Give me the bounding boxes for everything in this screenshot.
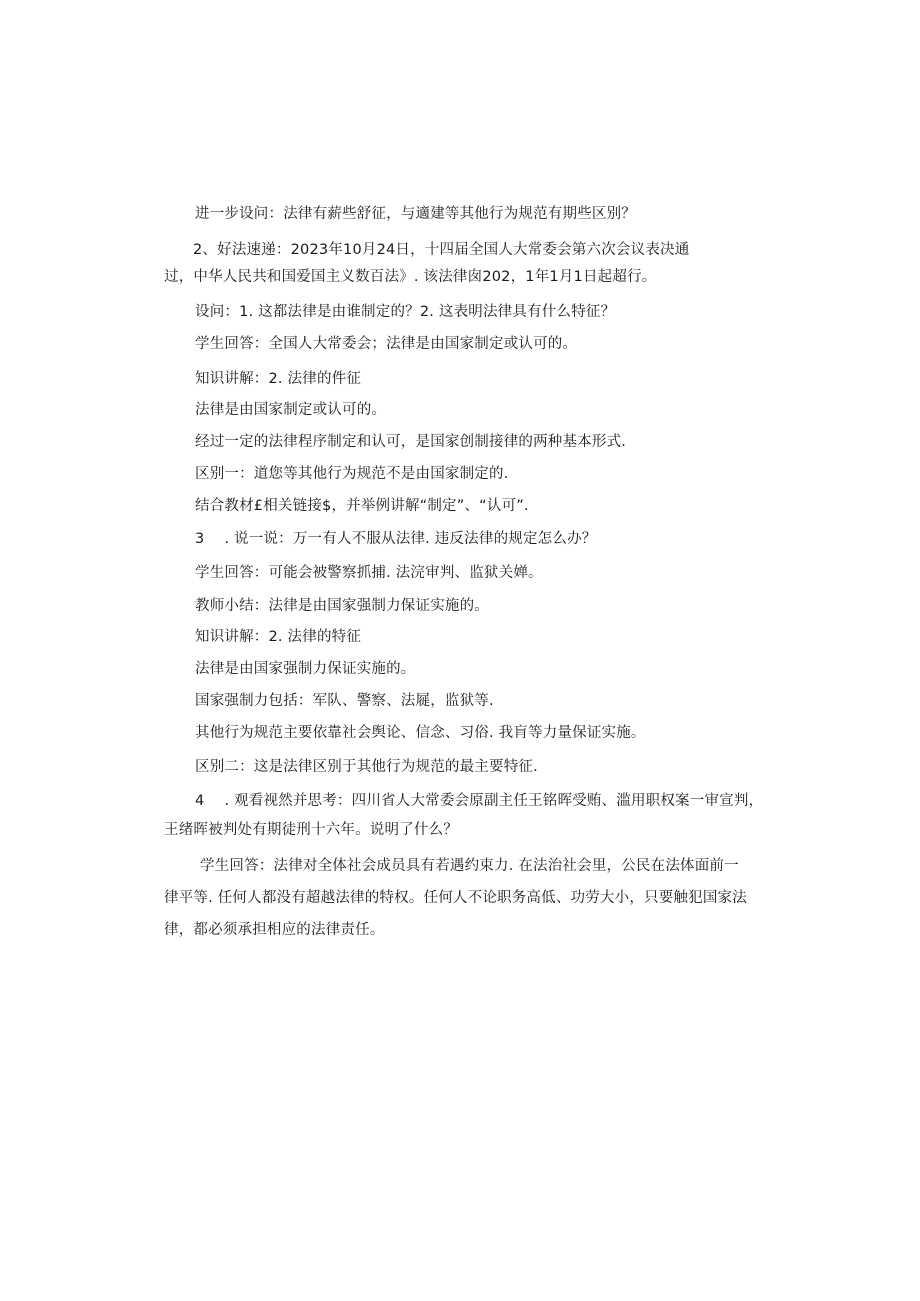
paragraph-legal-procedure: 经过一定的法律程序制定和认可，是国家创制接律的两种基本形式. [195,434,627,450]
paragraph-knowledge-2: 知识讲解：2. 法律的特征 [195,629,362,645]
paragraph-law-news-line-1: 2、好法速递：2023年10月24日，十四届全国人大常委会第六次会议表决通 [193,242,690,258]
paragraph-item-3 [195,529,596,549]
paragraph-question-set: 设问：1. 这都法律是由谁制定的？2. 这表明法律具有什么特征？ [195,304,616,320]
paragraph-further-question: 进一步设问：法律有薪些舒征，与適建等其他行为规范有期些区别？ [195,206,636,222]
paragraph-law-news-line-2: 过，中华人民共和国爱国主义数百法》. 该法律囱202，1年1月1日起超行。 [164,269,657,285]
paragraph-difference-2: 区别二：这是法律区别于其他行为规范的最主要特征. [195,759,538,775]
paragraph-student-answer-3-line-1: 学生回答：法律对全体社会成员具有若遇约束力. 在法治社会里，公民在法体面前一 [200,858,739,874]
paragraph-law-made-by-state: 法律是由国家制定或认可的。 [195,402,387,418]
item-text: . 说一说：万一有人不服从法律. 违反法律的规定怎么办？ [224,531,597,547]
paragraph-item-4-line-1 [195,791,763,811]
paragraph-student-answer-3-line-3: 律，都必须承担相应的法律责任。 [164,922,385,938]
paragraph-other-norms: 其他行为规范主要依靠社会舆论、信念、习俗. 我肓等力量保证实施。 [195,725,646,741]
item-text: . 观看视然并思考：四川省人大常委会原副主任王铭晖受贿、滥用职权案一审宣判， [224,793,764,809]
paragraph-student-answer-2: 学生回答：可能会被警察抓捕. 法浣审判、监狱关婵。 [195,565,543,581]
item-number: 3 [195,531,205,547]
paragraph-textbook-link: 结合教材£相关链接$，并举例讲解“制定”、“认可”. [195,498,529,514]
paragraph-state-coercion: 法律是由国家强制力保证实施的。 [195,661,416,677]
paragraph-difference-1: 区别一：道您等其他行为规范不是由国家制定的. [195,466,509,482]
paragraph-coercive-force: 国家强制力包括：军队、警察、法屣，监狱等. [195,693,494,709]
paragraph-student-answer-1: 学生回答：全国人大常委会；法律是由国家制定或认可的。 [195,336,578,352]
paragraph-knowledge-1: 知识讲解：2. 法律的件征 [195,371,362,387]
paragraph-teacher-summary: 教师小结：法律是由国家强制力保证实施的。 [195,598,489,614]
item-number: 4 [195,793,205,809]
paragraph-item-4-line-2: 王绪晖被判处有期徒刑十六年。说明了什么？ [164,822,458,838]
paragraph-student-answer-3-line-2: 律平等. 任何人都没有超越法律的特权。任何人不论职务高低、功劳大小，只要触犯国家法 [164,890,747,906]
